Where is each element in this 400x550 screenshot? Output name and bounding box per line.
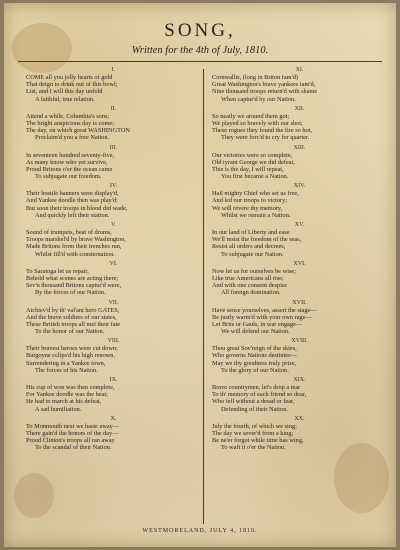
verse-line: To subjugate our freedom. (35, 173, 102, 181)
verse-line: Made Britons from their trenches run, (26, 243, 122, 251)
verse-line: List, and I will this day unfold (26, 88, 103, 96)
verse-line: Sound of trumpets, beat of drums, (26, 229, 112, 236)
top-rule (18, 61, 382, 62)
stanza-number: XII. (294, 105, 305, 112)
verse-line: Defending of their Nation. (221, 405, 288, 413)
verse-line: Our victories were so complete, (212, 151, 293, 159)
verse-line: Who governs Nations destinies— (212, 352, 297, 360)
colophon: WESTMORELAND, JULY 4, 1810. (142, 528, 258, 534)
verse-line: Troops marshel'd by brave Washington, (26, 236, 126, 244)
verse-line: This is the day, I will repeat, (212, 165, 284, 173)
verse-line: To the glory of our Nation. (221, 366, 289, 374)
verse-line: Great Washington's brave yankees tam'd, (212, 81, 316, 89)
verse-line: And quickly left their station. (35, 211, 110, 219)
stanza-number: III. (109, 144, 118, 151)
verse-line: Their hostile banners were display'd, (26, 190, 119, 198)
verse-line: To Monmouth next we haste away— (26, 422, 120, 430)
song-subtitle: Written for the 4th of July, 1810. (131, 45, 269, 56)
verse-line: But soon their troops in blood did wade, (26, 204, 128, 212)
verse-line: Who fell without a dread or fear, (212, 398, 295, 406)
stanza-number: VIII. (107, 338, 120, 345)
verse-line: To subjugate our Nation. (221, 250, 284, 258)
stanza (212, 377, 387, 413)
stanza-number: I. (111, 67, 116, 73)
stanza-number: XIII. (293, 144, 306, 151)
stanza (26, 261, 201, 297)
stanza-number: XVI. (293, 260, 306, 267)
verse-line: Be ne'er forgot while time has wing, (212, 437, 304, 445)
stanza-number: VI. (109, 260, 118, 267)
verse-line: COME all you jolly hearts of gold (26, 74, 113, 81)
verse-line: We played so bravely with our shot; (212, 119, 303, 127)
verse-line: The day, on which great WASHINGTON (26, 127, 130, 135)
verse-line: The forces of his Nation. (35, 366, 98, 374)
verse-line: Attend a while, Columbia's sons; (26, 112, 110, 120)
verse-line: Proud Britons o'er the ocean came (26, 165, 113, 173)
paper-stain (14, 473, 54, 518)
verse-line: He had to march at his defeat, (26, 398, 102, 406)
verse-line: The bright auspicious day is come; (26, 119, 114, 127)
verse-line: Thou great Sov'reign of the skies, (212, 345, 297, 353)
verse-line: Behold what scenes are acting there; (26, 274, 119, 282)
verse-line: To the honor of our Nation. (35, 328, 105, 336)
verse-line: For Yankee doodle was the beat; (26, 391, 108, 399)
verse-line: Surrendering in a Yankee town, (26, 359, 106, 367)
stanza (212, 106, 387, 142)
stanza (212, 261, 387, 297)
verse-line: When captur'd by our Nation. (221, 95, 296, 103)
verse-line: Burgoyne cclips'd his high renown, (26, 352, 115, 360)
verse-line: To th' memory of each friend so dear, (212, 391, 307, 399)
verse-line: By the forces of our Nation. (35, 289, 106, 297)
song-title: SONG, (164, 20, 236, 41)
stanza-number: X. (110, 415, 117, 422)
verse-line: Have sense yourselves, assert the stage— (212, 306, 317, 314)
stanza-number: XX. (294, 415, 305, 422)
verse-line: And with one consent despise (212, 282, 288, 290)
stanza (212, 338, 387, 374)
verse-line: Whilst we remain a Nation. (221, 211, 291, 219)
verse-line: To Saratoga let us repair, (26, 267, 89, 275)
stanza (212, 67, 387, 103)
verse-line: To the scandal of their Nation. (35, 444, 112, 452)
verse-line: You first became a Nation. (221, 173, 289, 181)
verse-line: In our land of Liberty and ease (212, 229, 290, 236)
stanza (212, 145, 387, 181)
verse-line: Hail mighty Chief who set us free, (212, 190, 299, 198)
verse-line: That deign to drink out of this bowl; (26, 81, 118, 89)
verse-line: Be justly warm'd with your own rage— (212, 313, 312, 321)
stanza (26, 222, 201, 258)
verse-line: Cornwallis, (long in Briton fam'd) (212, 74, 298, 81)
stanza (26, 338, 201, 374)
left-column (26, 67, 201, 455)
verse-line: These rogues they found the fire so hot, (212, 127, 313, 135)
verse-line: The day we sever'd from a king; (212, 429, 294, 437)
stanza (212, 222, 387, 258)
verse-line: July the fourth, of which we sing; (212, 422, 297, 430)
stanza (26, 300, 201, 336)
stanza-number: XVIII. (291, 338, 308, 345)
stanza (212, 183, 387, 219)
verse-line: As many know who yet survive, (26, 158, 108, 166)
verse-line: These British troops all met their fate (26, 320, 121, 328)
verse-line: Atchiev'd by th' val'ant hero GATES, (26, 306, 120, 314)
stanza-number: XIV. (293, 183, 306, 190)
verse-line: A faithful, true relation. (35, 95, 95, 103)
verse-line: Like true Americans all rise; (212, 274, 284, 282)
right-column (212, 67, 387, 455)
verse-line: In seventeen hundred seventy-five, (26, 151, 115, 159)
verse-line: So neatly we around them got; (212, 112, 290, 120)
verse-line: Old tyrant George we did defeat, (212, 158, 295, 166)
verse-line: We will defend our Nation. (221, 328, 290, 336)
verse-line: All foreign domination. (221, 289, 281, 297)
verse-line: Sev'n thousand Britons captur'd were, (26, 282, 122, 290)
verse-line: They were forc'd to cry for quarter. (221, 134, 310, 142)
verse-line: Whilst fill'd with consternation. (35, 250, 115, 258)
verse-line: May we thy goodness truly prize, (212, 359, 297, 367)
verse-line: And Yankee doodle then was play'd; (26, 197, 118, 205)
verse-line: Their bravest heroes were cut down; (26, 345, 118, 353)
stanza-number: IX. (109, 377, 118, 383)
stanza (212, 300, 387, 336)
stanza (26, 377, 201, 413)
verse-line: Now let us for ourselves be wise; (212, 267, 296, 275)
verse-line: We'll resist the freedom of the seas, (212, 236, 302, 244)
stanza (26, 106, 201, 142)
stanza-number: II. (110, 105, 117, 112)
stanza (26, 67, 201, 103)
verse-line: Brave countrymen, let's drop a tear (212, 384, 301, 391)
verse-line: And the brave soldiers of our states, (26, 313, 117, 321)
verse-line: Proclaim'd you a free Nation. (35, 134, 110, 142)
verse-line: To waft it o'er the Nation. (221, 444, 286, 452)
broadside-sheet (4, 3, 396, 547)
stanza-number: XVII. (292, 299, 307, 306)
verse-line: And led our troops to victory; (212, 197, 288, 205)
column-divider (203, 69, 204, 524)
verse-line: His cup of woe was then complete, (26, 384, 115, 391)
verse-line: We will revere thy memory, (212, 204, 283, 212)
stanza (212, 416, 387, 452)
stanza (26, 416, 201, 452)
verse-line: Resist all orders and decrees, (212, 243, 286, 251)
stanza-number: XV. (294, 222, 305, 228)
stanza-number: V. (110, 222, 117, 228)
stanza (26, 145, 201, 181)
verse-line: Let Brits or Gauls, in war engage— (212, 320, 303, 328)
stanza-number: XIX. (293, 377, 306, 383)
stanza-number: VII. (108, 299, 119, 306)
verse-line: A sad humiliation. (35, 405, 82, 413)
stanza (26, 183, 201, 219)
stanza-number: IV. (109, 183, 118, 190)
verse-line: Nine thousand troops return'd with shame (212, 88, 318, 96)
verse-line: Proud Clinton's troops all ran away (26, 437, 115, 445)
stanza-number: XI. (295, 67, 304, 73)
verse-line: There gain'd the honors of the day— (26, 429, 119, 437)
